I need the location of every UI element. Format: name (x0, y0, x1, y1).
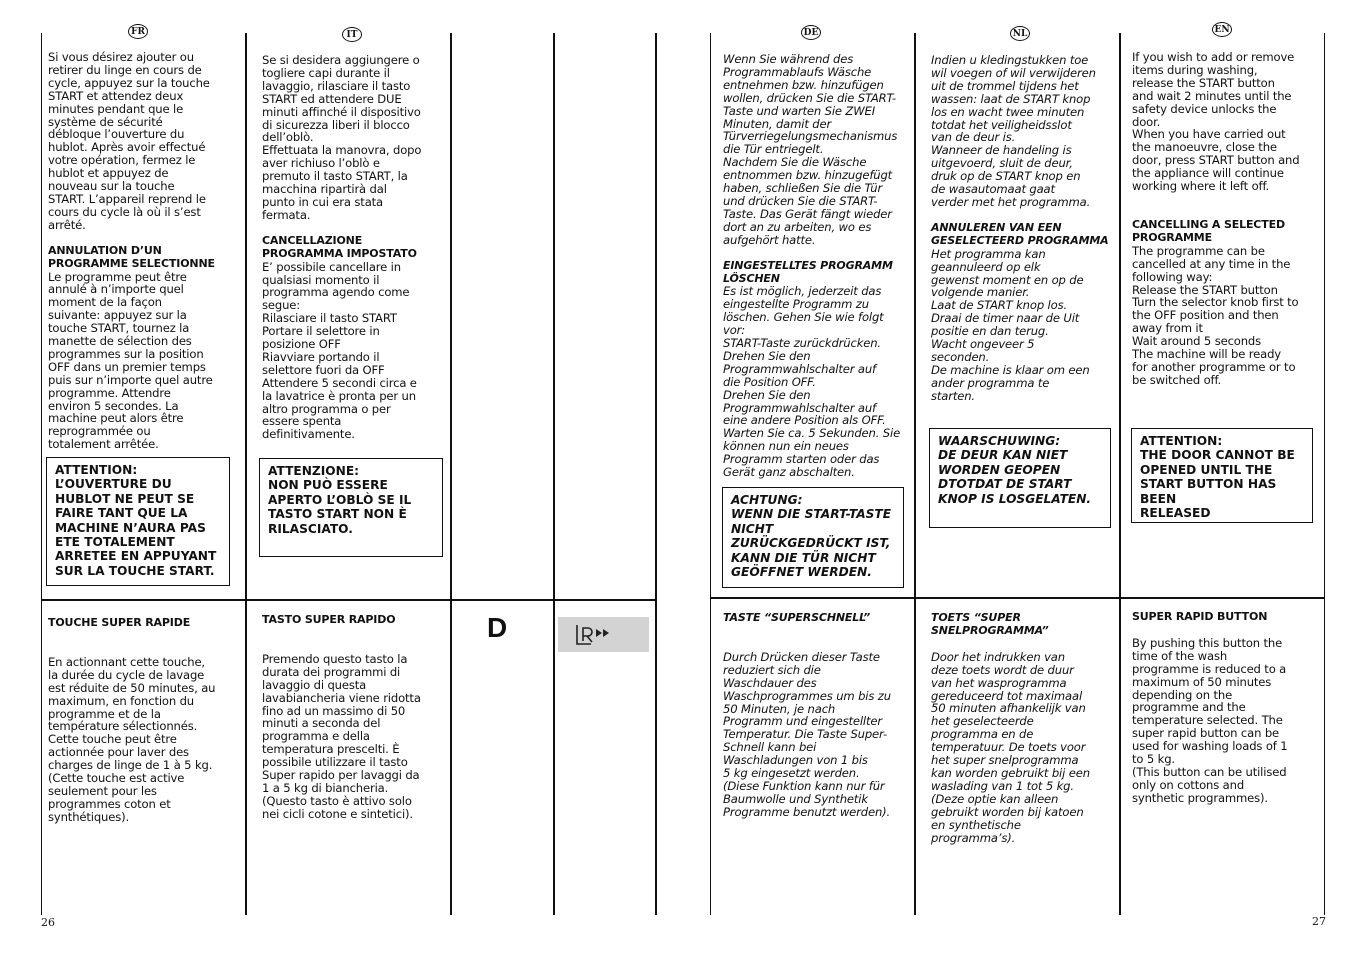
it-warning-box: ATTENZIONE: NON PUÒ ESSERE APERTO L’OBLÒ SE IL TASTO START NON È RILASCIATO. (259, 458, 443, 557)
de-column-bottom (723, 612, 911, 819)
de-intro-text: Wenn Sie während des Programmablaufs Wäsche entnehmen bzw. hinzufügen wollen, drücken Sie die START- Taste und warten Sie ZWEI Minuten, damit der Türverriegelungsmechanismus die Tür entriegelt. Nachdem Sie die Wäsche entnommen bzw. hinzugefügt haben, schließen Sie die Tür und drücken Sie die START- Taste. Das Gerät fängt wieder dort an zu arbeiten, wo es aufgehört hatte. (723, 52, 898, 247)
it-column-top (262, 54, 446, 441)
en-cancel-text: The programme can be cancelled at any time in the following way: Release the START button Turn the selector knob first to the OFF position and then away from it Wait around 5 seconds The machine will be ready for another programme or to be switched off. (1132, 243, 1299, 387)
fr-rapid-heading: TOUCHE SUPER RAPIDE (48, 616, 191, 629)
it-column-bottom (262, 614, 446, 821)
column-rule (245, 33, 247, 915)
en-column-bottom (1132, 611, 1320, 805)
it-intro-text: Se si desidera aggiungere o togliere capi durante il lavaggio, rilasciare il tasto START ed attendere DUE minuti affinché il dispositivo di sicurezza liberi il blocco dell’oblò. Effettuata la manovra, dopo aver richiuso l’oblò e premuto il tasto START, la macchina ripartirà dal punto in cui era stata fermata. (262, 53, 422, 222)
de-column-top (723, 53, 911, 479)
fr-column-bottom (48, 617, 240, 824)
nl-intro-text: Indien u kledingstukken toe wil voegen of wil verwijderen uit de trommel tijdens het wassen: laat de START knop los en wacht twee minuten totdat het veiligheidsslot van de deur is. Wanneer de handeling is uitgevoerd, sluit de deur, druk op de START knop en de wasautomaat gaat verder met het programma. (931, 53, 1096, 209)
section-divider (710, 597, 1325, 599)
en-cancel-heading: CANCELLING A SELECTED PROGRAMME (1132, 217, 1285, 244)
de-warning-box: ACHTUNG: WENN DIE START-TASTE NICHT ZURÜCKGEDRÜCKT IST, KANN DIE TÜR NICHT GEÖFFNET WERDEN. (722, 487, 904, 588)
it-rapid-heading: TASTO SUPER RAPIDO (262, 613, 396, 626)
column-rule (450, 33, 452, 915)
nl-rapid-text: Door het indrukken van deze toets wordt de duur van het wasprogramma gereduceerd tot maximaal 50 minuten afhankelijk van het geselecteerde programma en de temperatuur. De toets voor het super snelprogramma kan worden gebruikt bij een waslading van 1 tot 5 kg. (Deze optie kan alleen gebruikt worden bij katoen en synthetische programma’s). (931, 649, 1090, 845)
nl-warning-box: WAARSCHUWING: DE DEUR KAN NIET WORDEN GEOPEN DTOTDAT DE START KNOP IS LOSGELATEN. (929, 428, 1111, 528)
it-rapid-text: Premendo questo tasto la durata dei programmi di lavaggio di questa lavabiancheria viene ridotta fino ad un massimo di 50 minuti a seconda del programma e della temperatura prescelti. È possibile utilizzare il tasto Super rapido per lavaggi da 1 a 5 kg di biancheria. (Questo tasto è attivo solo nei cicli cotone e sintetici). (262, 651, 421, 821)
column-rule (655, 33, 657, 915)
column-rule (553, 33, 555, 915)
flag-en-icon: EN (1212, 22, 1232, 37)
de-rapid-text: Durch Drücken dieser Taste reduziert sich die Waschdauer des Waschprogrammes um bis zu 50 Minuten, je nach Programm und eingestellter Temperatur. Die Taste Super- Schnell kann bei Waschladungen von 1 bis 5 kg eingesetzt werden. (Diese Funktion kann nur für Baumwolle und Synthetik Programme benutzt werden). (723, 649, 891, 819)
nl-cancel-text: Het programma kan geannuleerd op elk gewenst moment en op de volgende manier. Laat de START knop los. Draai de timer naar de Uit positie en dan terug. Wacht ongeveer 5 seconden. De machine is klaar om een ander programma te starten. (931, 246, 1090, 403)
super-rapid-icon (558, 617, 649, 652)
fr-rapid-text: En actionnant cette touche, la durée du cycle de lavage est réduite de 50 minutes, au maximum, en fonction du programme et de la température sélectionnés. Cette touche peut être actionnée pour laver des charges de linge de 1 à 5 kg. (Cette touche est active seulement pour les programmes coton et synthétiques). (48, 654, 216, 824)
en-rapid-heading: SUPER RAPID BUTTON (1132, 610, 1268, 623)
nl-cancel-heading: ANNULEREN VAN EEN GESELECTEERD PROGRAMMA (931, 220, 1109, 247)
de-rapid-heading: TASTE “SUPERSCHNELL” (723, 611, 871, 624)
column-rule (1324, 33, 1325, 915)
it-cancel-heading: CANCELLAZIONE PROGRAMMA IMPOSTATO (262, 233, 417, 260)
column-rule (1119, 33, 1121, 915)
fr-cancel-heading: ANNULATION D’UN PROGRAMME SELECTIONNE (48, 243, 215, 270)
flag-it-icon: IT (342, 27, 362, 42)
nl-rapid-heading: TOETS “SUPER SNELPROGRAMMA” (931, 611, 1049, 637)
page-number-left: 26 (41, 916, 55, 929)
fr-column-top (48, 51, 240, 451)
en-intro-text: If you wish to add or remove items during washing, release the START button and wait 2 minutes until the safety device unlocks the door. When you have carried out the manoeuvre, close the door, press START button and the appliance will continue working where it left off. (1132, 50, 1300, 194)
en-rapid-text: By pushing this button the time of the wash programme is reduced to a maximum of 50 minutes depending on the programme and the temperature selected. The super rapid button can be used for washing loads of 1 to 5 kg. (This button can be utilised only on cottons and synthetic programmes). (1132, 635, 1288, 805)
flag-nl-icon: NL (1010, 26, 1030, 41)
column-rule (41, 33, 42, 915)
button-letter-label: D (487, 612, 508, 643)
de-cancel-heading: EINGESTELLTES PROGRAMM LÖSCHEN (723, 258, 893, 285)
fr-intro-text: Si vous désirez ajouter ou retirer du linge en cours de cycle, appuyez sur la touche START et attendez deux minutes pendant que le système de sécurité débloque l’ouverture du hublot. Après avoir effectué votre opération, fermez le hublot et appuyez de nouveau sur la touche START. L’appareil reprend le cours du cycle là où il s’est arrêté. (48, 50, 210, 232)
column-rule (914, 33, 916, 915)
it-cancel-text: E’ possibile cancellare in qualsiasi momento il programma agendo come segue: Rilasciare il tasto START Portare il selettore in posizione OFF Riavviare portando il selettore fuori da OFF Attendere 5 secondi circa e la lavatrice è pronta per un altro programma o per essere spenta definitivamente. (262, 259, 417, 442)
de-cancel-text: Es ist möglich, jederzeit das eingestellte Programm zu löschen. Gehen Sie wie folgt vor: START-Taste zurückdrücken. Drehen Sie den Programmwahlschalter auf die Position OFF. Drehen Sie den Programmwahlschalter auf eine andere Position als OFF. Warten Sie ca. 5 Sekunden. Sie können nun ein neues Programm starten oder das Gerät ganz abschalten. (723, 284, 901, 480)
page-number-right: 27 (1312, 915, 1326, 928)
en-column-top (1132, 51, 1320, 387)
nl-column-bottom (931, 612, 1115, 844)
nl-column-top (931, 54, 1115, 403)
fr-warning-box: ATTENTION: L’OUVERTURE DU HUBLOT NE PEUT SE FAIRE TANT QUE LA MACHINE N’AURA PAS ETE TOTALEMENT ARRETEE EN APPUYANT SUR LA TOUCHE START. (46, 457, 230, 586)
en-warning-box: ATTENTION: THE DOOR CANNOT BE OPENED UNTIL THE START BUTTON HAS BEEN RELEASED (1131, 428, 1313, 523)
section-divider (41, 599, 656, 601)
column-rule (710, 33, 711, 915)
fr-cancel-text: Le programme peut être annulé à n’importe quel moment de la façon suivante: appuyez sur la touche START, tournez la manette de sélection des programmes sur la position OFF dans un premier temps puis sur n’importe quel autre programme. Attendre environ 5 secondes. La machine peut alors être reprogrammée ou totalement arrêtée. (48, 269, 213, 452)
flag-fr-icon: FR (128, 24, 148, 39)
flag-de-icon: DE (801, 25, 821, 40)
